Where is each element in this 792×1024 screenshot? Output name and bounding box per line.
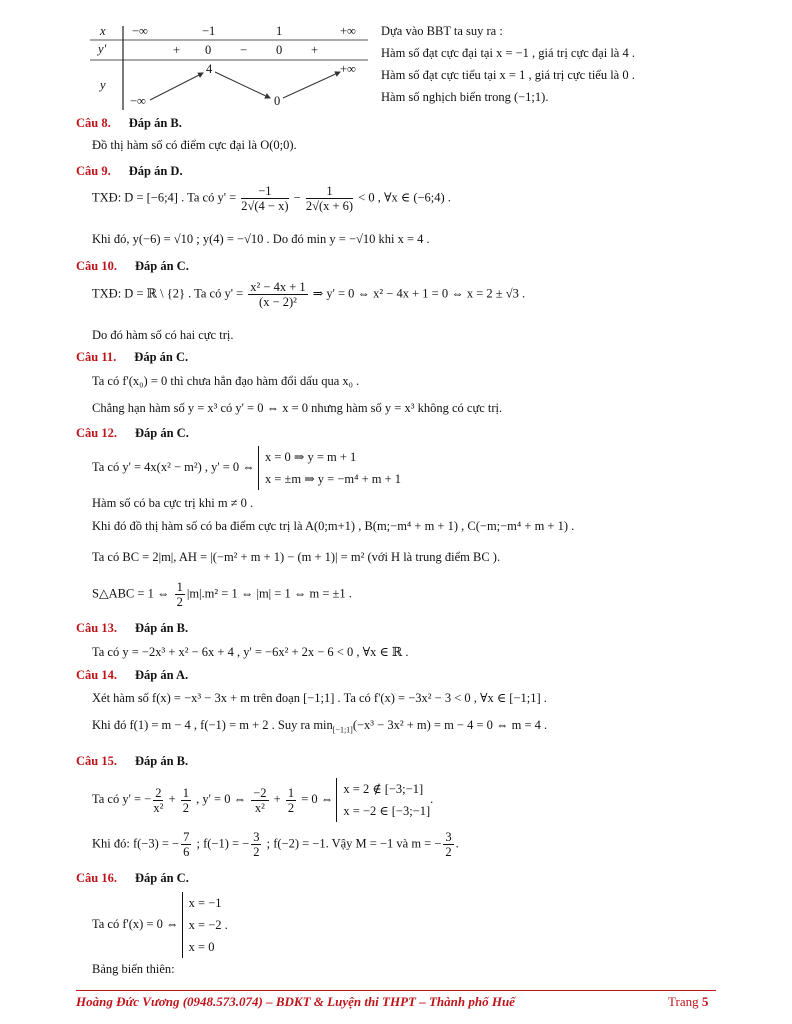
answer-line: Ta có y' = 4x(x² − m²) , y' = 0 ⇔ x = 0 ⇒ y = m + 1 x = ±m ⇒ y = −m⁴ + m + 1 [92,446,401,490]
yprime-sign: 0 [205,43,212,57]
row-x-label: x [100,24,106,38]
question-heading: Câu 12. Đáp án C. [76,426,189,440]
answer-line: Ta có f'(x₀) = 0 thì chưa hẳn đạo hàm đổi dấu qua x₀ . [92,374,360,388]
answer-line: TXĐ: D = ℝ \ {2} . Ta có y' = $\frac{\text{x² − 4x + 1}}{\text{(x − 2)²}}$ ⇒ y' = 0 ⇔ x² − 4x + 1 = 0 ⇔ x = 2 ± √3 . [92,280,526,309]
answer-line: Do đó hàm số có hai cực trị. [92,328,234,342]
answer-line: Chẳng hạn hàm số y = x³ có y' = 0 ⇔ x = 0 nhưng hàm số y = x³ không có cực trị. [92,401,503,415]
answer-line: Hàm số có ba cực trị khi m ≠ 0 . [92,496,254,510]
bbt-note-line: Dựa vào BBT ta suy ra : [381,24,503,38]
bbt-note-line: Hàm số đạt cực tiểu tại x = 1 , giá trị cực tiểu là 0 . [381,68,635,82]
answer-line: Bảng biến thiên: [92,962,175,976]
answer-line: Ta có y' = − $\frac{2}{\text{x²}}$ + $\frac{1}{2}$ , y' = 0 ⇔ $\frac{-2}{\text{x²}}$ + $\frac{1}{2}$ = 0 ⇔ x = 2 ∉ [−3;−1] x = −2 ∈ [−3;−1]. [92,778,433,822]
yprime-sign: − [240,43,248,57]
answer-line: S△ABC = 1 ⇔ $\frac{1}{2}$ |m|.m² = 1 ⇔ |m| = 1 ⇔ m = ±1 . [92,580,352,609]
y-value: 0 [274,94,281,108]
yprime-sign: + [173,43,181,57]
x-value: −1 [202,24,216,38]
answer-line: Đồ thị hàm số có điểm cực đại là O(0;0). [92,138,297,152]
question-heading: Câu 16. Đáp án C. [76,871,189,885]
row-yprime-label: y' [98,42,107,56]
bbt-note-line: Hàm số nghịch biến trong (−1;1). [381,90,549,104]
answer-line: Ta có y = −2x³ + x² − 6x + 4 , y' = −6x² + 2x − 6 < 0 , ∀x ∈ ℝ . [92,645,409,659]
question-heading: Câu 13. Đáp án B. [76,621,189,635]
x-value: 1 [276,24,283,38]
answer-line: TXĐ: D = [−6;4] . Ta có y' = $\frac{-1}{2√(4 - x)}$ − $\frac{1}{2√(x + 6)}$ < 0 , ∀x ∈ (−6;4) . [92,184,451,213]
variation-table [90,26,368,110]
y-value: +∞ [340,62,356,76]
question-heading: Câu 10. Đáp án C. [76,259,189,273]
page-number: Trang 5 [668,994,709,1009]
y-value: 4 [206,62,213,76]
footer-author: Hoàng Đức Vương (0948.573.074) – BDKT & Luyện thi THPT – Thành phố Huế [76,994,515,1009]
answer-line: Ta có f'(x) = 0 ⇔ x = −1 x = −2 . x = 0 [92,892,228,958]
question-heading: Câu 9. Đáp án D. [76,164,183,178]
question-heading: Câu 14. Đáp án A. [76,668,189,682]
x-value: +∞ [340,24,356,38]
question-heading: Câu 8. Đáp án B. [76,116,182,130]
answer-line: Ta có BC = 2|m|, AH = |(−m² + m + 1) − (m + 1)| = m² (với H là trung điểm BC ). [92,550,501,564]
question-heading: Câu 11. Đáp án C. [76,350,189,364]
y-value: −∞ [130,94,146,108]
yprime-sign: + [311,43,319,57]
yprime-sign: 0 [276,43,283,57]
row-y-label: y [100,78,106,92]
answer-line: Xét hàm số f(x) = −x³ − 3x + m trên đoạn [−1;1] . Ta có f'(x) = −3x² − 3 < 0 , ∀x ∈ [−1;1] . [92,691,547,705]
question-heading: Câu 15. Đáp án B. [76,754,189,768]
x-value: −∞ [132,24,148,38]
answer-line: Khi đó: f(−3) = − $\frac{7}{6}$ ; f(−1) = − $\frac{3}{2}$ ; f(−2) = −1. Vậy M = −1 và m = − $\frac{3}{2}$ . [92,830,459,859]
answer-line: Khi đó f(1) = m − 4 , f(−1) = m + 2 . Suy ra $\min_{[-1;1]}(-x^3 - 3x^2 + m) = m - 4 = 0$ ⇔ m = 4 . [92,718,548,735]
bbt-note-line: Hàm số đạt cực đại tại x = −1 , giá trị cực đại là 4 . [381,46,635,60]
answer-line: Khi đó đồ thị hàm số có ba điểm cực trị là A(0;m+1) , B(m;−m⁴ + m + 1) , C(−m;−m⁴ + m + 1) . [92,519,575,533]
footer-divider [76,990,716,991]
answer-line: Khi đó, y(−6) = √10 ; y(4) = −√10 . Do đó min y = −√10 khi x = 4 . [92,232,430,246]
